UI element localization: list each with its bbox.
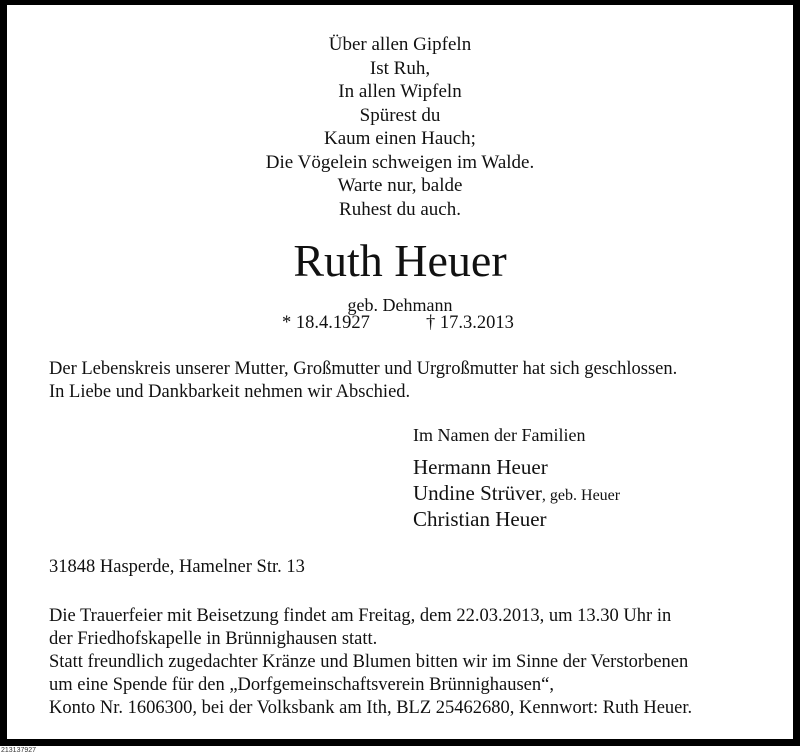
- funeral-details: [49, 605, 692, 720]
- details-line: Die Trauerfeier mit Beisetzung findet am Freitag, dem 22.03.2013, um 13.30 Uhr in: [49, 606, 672, 626]
- details-line: Konto Nr. 1606300, bei der Volksbank am Ith, BLZ 25462680, Kennwort: Ruth Heuer.: [49, 698, 693, 718]
- deceased-name: Ruth Heuer: [293, 235, 507, 286]
- mourner: Hermann Heuer: [413, 455, 548, 479]
- address: 31848 Hasperde, Hamelner Str. 13: [49, 557, 305, 577]
- mourner: Christian Heuer: [413, 507, 547, 531]
- poem-line: Kaum einen Hauch;: [324, 128, 476, 149]
- poem-line: In allen Wipfeln: [338, 81, 462, 102]
- mourner: Undine Strüver, geb. Heuer: [413, 481, 621, 505]
- details-line: Statt freundlich zugedachter Kränze und Blumen bitten wir im Sinne der Verstorbenen: [49, 652, 689, 672]
- maiden-name: geb. Dehmann: [347, 295, 453, 315]
- message-line: In Liebe und Dankbarkeit nehmen wir Abschied.: [49, 382, 411, 402]
- ad-code: 213137927: [1, 747, 37, 754]
- poem-line: Die Vögelein schweigen im Walde.: [265, 151, 535, 173]
- poem-line: Spürest du: [359, 104, 441, 126]
- poem-line: Ist Ruh,: [369, 57, 431, 79]
- family-intro: Im Namen der Familien: [413, 425, 586, 445]
- message: [49, 358, 677, 404]
- poem-line: Ruhest du auch.: [339, 198, 461, 220]
- birth-date: * 18.4.1927: [282, 313, 370, 333]
- poem-line: Warte nur, balde: [337, 175, 463, 196]
- death-date: † 17.3.2013: [426, 313, 514, 333]
- message-line: Der Lebenskreis unserer Mutter, Großmutter und Urgroßmutter hat sich geschlossen.: [49, 359, 678, 379]
- details-line: um eine Spende für den „Dorfgemeinschaftsverein Brünnighausen“,: [49, 675, 554, 695]
- details-line: der Friedhofskapelle in Brünnighausen statt.: [49, 629, 378, 649]
- poem-line: Über allen Gipfeln: [328, 34, 472, 55]
- poem: [0, 33, 800, 221]
